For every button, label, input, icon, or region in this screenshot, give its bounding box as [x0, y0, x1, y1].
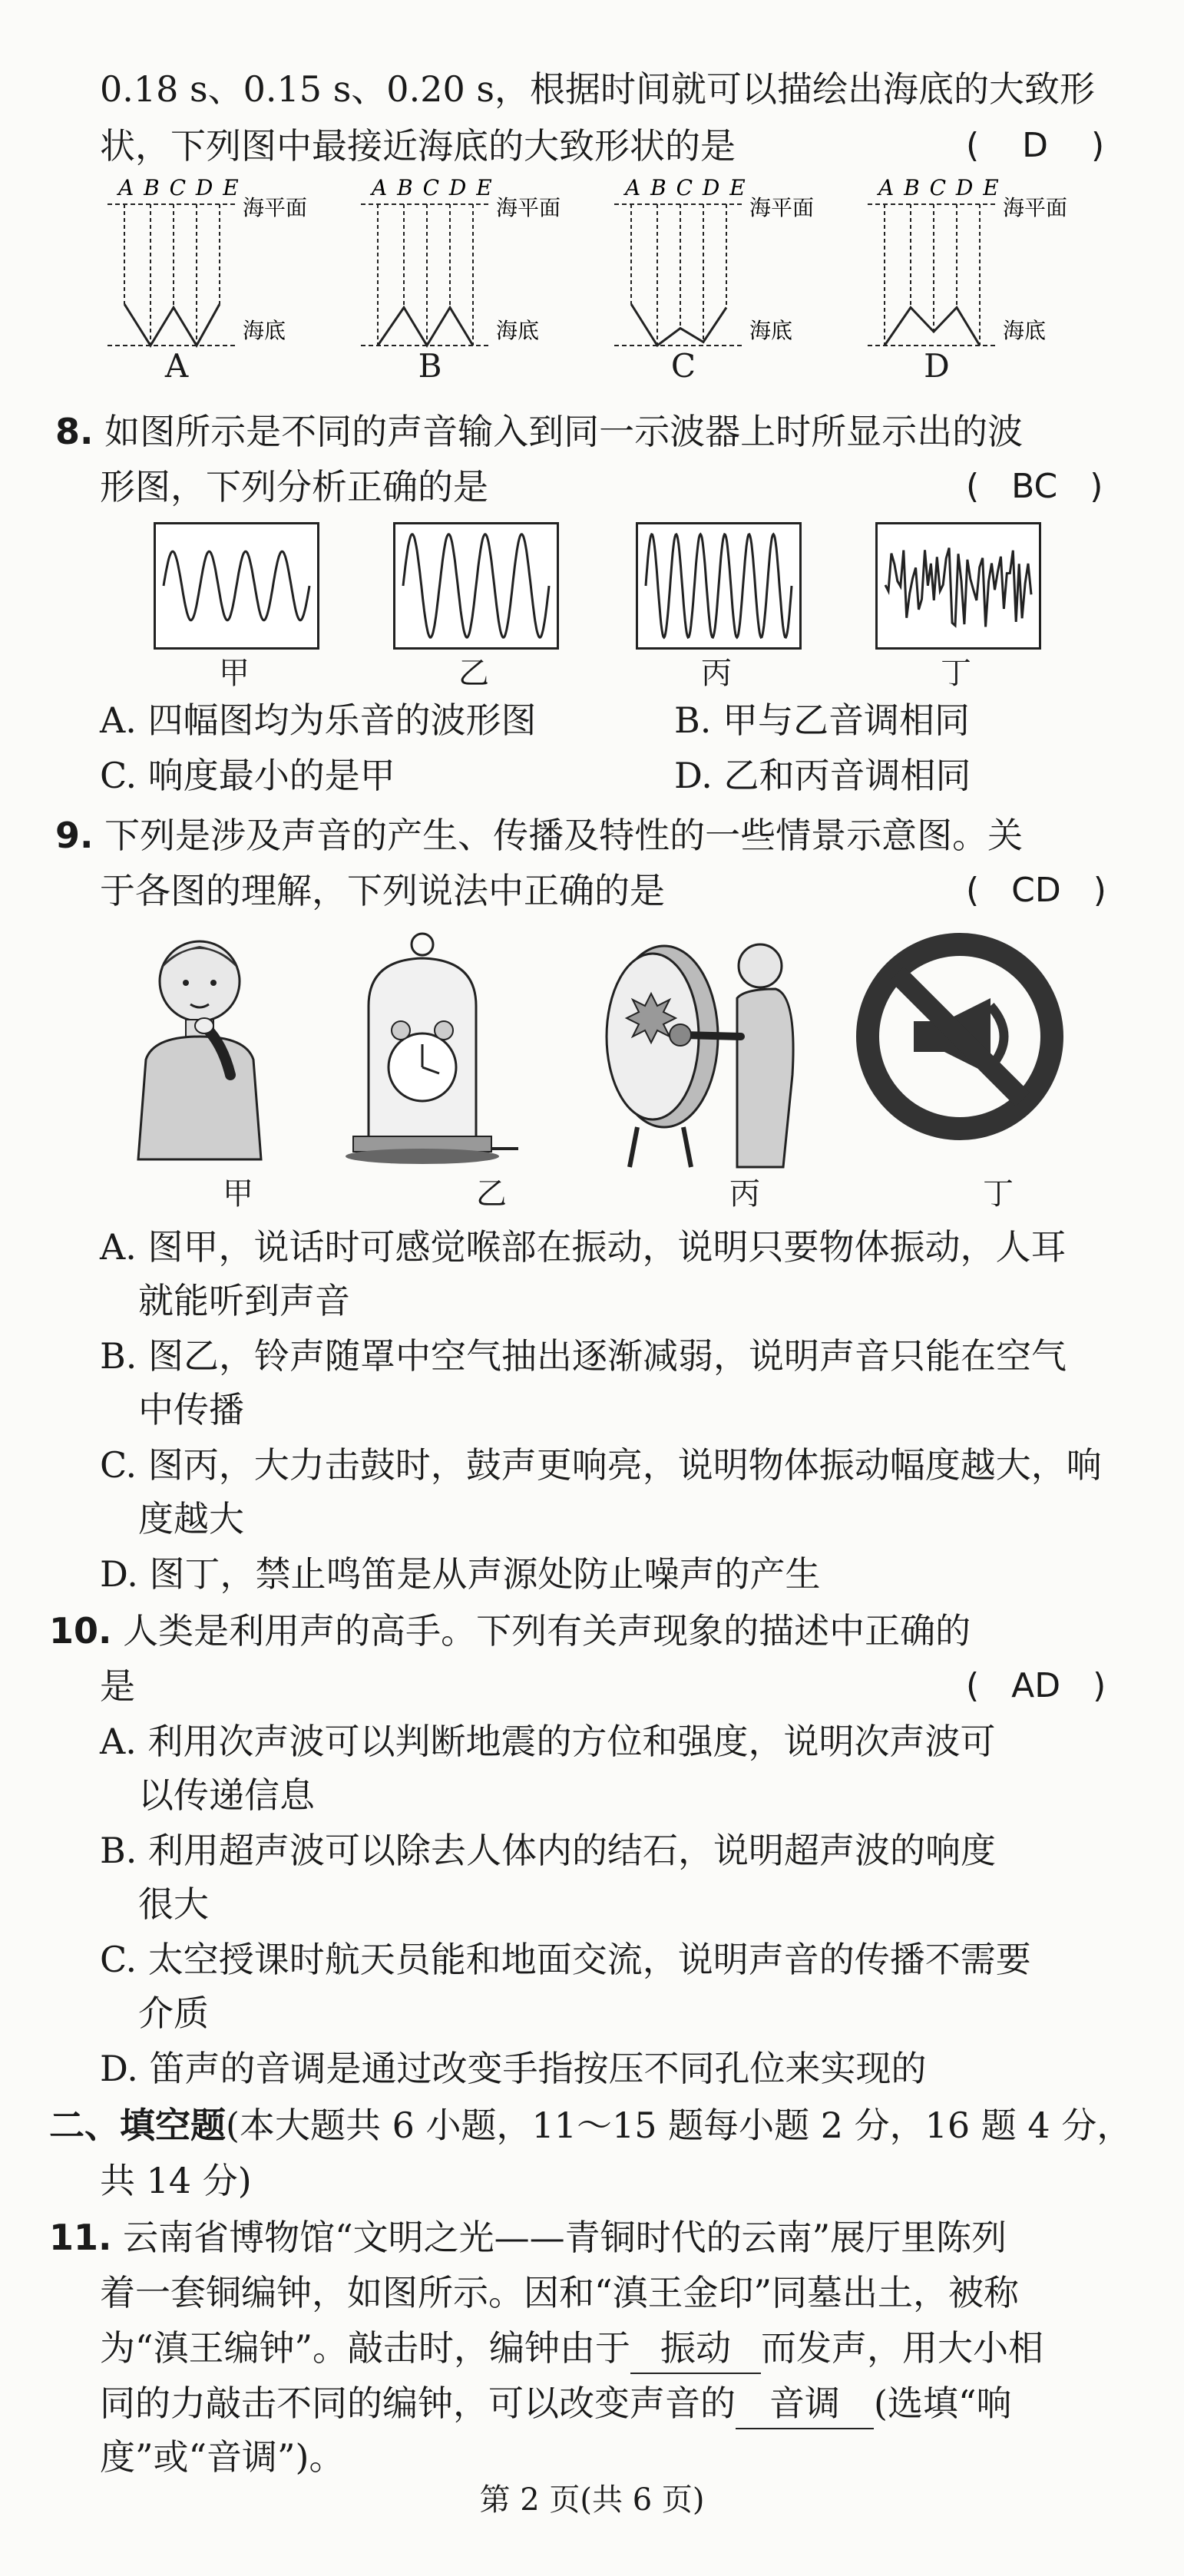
section2-heading	[49, 2101, 1132, 2150]
q9-option-b2: 中传播	[138, 1389, 244, 1430]
q8-line2: 形图，下列分析正确的是	[100, 466, 488, 508]
q9-answer: CD	[1011, 871, 1061, 910]
q9-caption-jia: 甲	[223, 1176, 253, 1212]
q9-caption-yi: 乙	[476, 1176, 507, 1212]
seafloor-figure	[868, 177, 1121, 385]
oscilloscope-waveform	[875, 522, 1041, 650]
oscilloscope-waveform	[154, 522, 319, 650]
q10-option-b1: B. 利用超声波可以除去人体内的结石，说明超声波的响度	[100, 1830, 997, 1871]
q9-line1	[55, 811, 1023, 860]
point-labels: A B C D E	[372, 177, 494, 200]
q7-answer-bracket	[966, 121, 1104, 170]
waveform-caption: 乙	[458, 656, 489, 691]
waveform-line	[164, 551, 309, 620]
q11-line1	[49, 2213, 1007, 2262]
open-paren: (	[966, 871, 980, 910]
point-labels: A B C D E	[625, 177, 747, 200]
q11-blank1: 振动	[630, 2323, 761, 2374]
q10-answer-bracket	[966, 1662, 1106, 1711]
q9-line2: 于各图的理解，下列说法中正确的是	[100, 870, 665, 911]
waveform-caption: 甲	[219, 656, 250, 691]
waveform-caption: 丁	[941, 656, 971, 691]
q8-answer: BC	[1011, 467, 1058, 506]
q8-line1	[55, 407, 1023, 456]
section2-note2: 共 14 分)	[100, 2160, 252, 2201]
close-paren: )	[1093, 1666, 1106, 1705]
q11-line4-start: 同的力敲击不同的编钟，可以改变声音的	[100, 2383, 736, 2424]
q8-option-a: A. 四幅图均为乐音的波形图	[100, 699, 537, 741]
seafloor-profile	[885, 308, 980, 346]
q7-line1: 0.18 s、0.15 s、0.20 s，根据时间就可以描绘出海底的大致形	[100, 68, 1095, 110]
sea-surface-label: 海平面	[243, 195, 308, 220]
figure-caption: B	[418, 347, 442, 385]
figure-caption: A	[164, 347, 189, 385]
q11-number: 11.	[49, 2217, 112, 2258]
waveform-line	[403, 534, 549, 637]
waveform-line	[885, 548, 1031, 627]
figure-caption: D	[924, 347, 950, 385]
q8-number: 8.	[55, 411, 94, 452]
seafloor-figure	[361, 177, 614, 385]
waveform-caption: 丙	[701, 656, 732, 691]
q10-line1	[49, 1606, 971, 1655]
q10-answer: AD	[1011, 1666, 1061, 1705]
q9-option-b1: B. 图乙，铃声随罩中空气抽出逐渐减弱，说明声音只能在空气	[100, 1335, 1067, 1377]
q7-answer: D	[1022, 126, 1049, 165]
q9-option-a2: 就能听到声音	[138, 1280, 350, 1321]
q11-line5: 度”或“音调”)。	[100, 2436, 345, 2478]
q11-line4	[100, 2379, 1011, 2429]
sea-floor-label: 海底	[243, 318, 286, 343]
q9-stem1: 下列是涉及声音的产生、传播及特性的一些情景示意图。关	[104, 815, 1024, 856]
open-paren: (	[966, 126, 980, 165]
waveform-graphic	[395, 524, 557, 647]
boy-speaking-illustration	[138, 941, 261, 1159]
q11-line4-end: (选填“响	[874, 2383, 1012, 2424]
q10-option-c1: C. 太空授课时航天员能和地面交流，说明声音的传播不需要	[100, 1939, 1031, 1980]
q9-option-c1: C. 图丙，大力击鼓时，鼓声更响亮，说明物体振动幅度越大，响	[100, 1444, 1102, 1486]
q11-line3-end: 而发声，用大小相	[761, 2327, 1044, 2369]
no-honking-sign-icon	[868, 944, 1052, 1129]
seafloor-diagram	[868, 177, 1121, 353]
q9-answer-bracket	[966, 866, 1106, 915]
sea-surface-label: 海平面	[1003, 195, 1068, 220]
sea-surface-label: 海平面	[496, 195, 561, 220]
waveform-graphic	[156, 524, 317, 647]
point-labels: A B C D E	[878, 177, 1000, 200]
q9-caption-ding: 丁	[983, 1176, 1014, 1212]
oscilloscope-waveform	[636, 522, 802, 650]
waveform-graphic	[638, 524, 799, 647]
q10-option-a2: 以传递信息	[138, 1774, 315, 1816]
drum-beating-illustration	[607, 944, 793, 1167]
q11-line3	[100, 2323, 1043, 2374]
q10-number: 10.	[49, 1610, 112, 1652]
sea-floor-label: 海底	[496, 318, 540, 343]
seafloor-diagram	[107, 177, 361, 353]
q9-pictures	[115, 921, 1067, 1175]
point-labels: A B C D E	[118, 177, 240, 200]
section2-note1: (本大题共 6 小题，11～15 题每小题 2 分，16 题 4 分，	[226, 2105, 1133, 2146]
waveform-graphic	[878, 524, 1039, 647]
q9-option-d1: D. 图丁，禁止鸣笛是从声源处防止噪声的产生	[100, 1553, 821, 1595]
seafloor-profile	[631, 304, 726, 346]
q8-option-b: B. 甲与乙音调相同	[674, 699, 971, 741]
q11-line2: 着一套铜编钟，如图所示。因和“滇王金印”同墓出土，被称	[100, 2272, 1020, 2313]
q8-option-c: C. 响度最小的是甲	[100, 755, 395, 796]
waveform-line	[646, 534, 792, 637]
close-paren: )	[1093, 871, 1106, 910]
q9-option-c2: 度越大	[138, 1498, 244, 1539]
q10-line2: 是	[100, 1665, 135, 1707]
q11-stem1: 云南省博物馆“文明之光——青铜时代的云南”展厅里陈列	[123, 2217, 1007, 2258]
bell-jar-clock-illustration	[346, 934, 518, 1164]
q10-option-d1: D. 笛声的音调是通过改变手指按压不同孔位来实现的	[100, 2048, 927, 2089]
seafloor-figure	[107, 177, 361, 385]
page-footer: 第 2 页(共 6 页)	[479, 2482, 705, 2518]
q8-stem1: 如图所示是不同的声音输入到同一示波器上时所显示出的波	[104, 411, 1024, 452]
q8-answer-bracket	[966, 462, 1103, 511]
q10-option-c2: 介质	[138, 1992, 209, 2034]
q11-line3-start: 为“滇王编钟”。敲击时，编钟由于	[100, 2327, 631, 2369]
close-paren: )	[1090, 126, 1105, 165]
q11-blank2: 音调	[736, 2379, 874, 2429]
q9-option-a1: A. 图甲，说话时可感觉喉部在振动，说明只要物体振动，人耳	[100, 1226, 1067, 1268]
open-paren: (	[966, 1666, 980, 1705]
q10-stem1: 人类是利用声的高手。下列有关声现象的描述中正确的	[123, 1610, 971, 1652]
sea-surface-label: 海平面	[749, 195, 815, 220]
seafloor-figure	[614, 177, 868, 385]
q10-option-a1: A. 利用次声波可以判断地震的方位和强度，说明次声波可	[100, 1721, 996, 1762]
q8-option-d: D. 乙和丙音调相同	[674, 755, 971, 796]
q10-option-b2: 很大	[138, 1883, 209, 1925]
q9-number: 9.	[55, 815, 94, 856]
open-paren: (	[966, 467, 980, 506]
figure-caption: C	[670, 347, 696, 385]
sea-floor-label: 海底	[749, 318, 793, 343]
seafloor-diagram	[361, 177, 614, 353]
sea-floor-label: 海底	[1003, 318, 1047, 343]
section2-title: 二、填空题	[49, 2105, 226, 2146]
q7-line2: 状，下列图中最接近海底的大致形状的是	[100, 125, 736, 167]
seafloor-profile	[378, 308, 473, 346]
q9-caption-bing: 丙	[729, 1176, 760, 1212]
oscilloscope-waveform	[393, 522, 559, 650]
seafloor-profile	[124, 304, 220, 346]
seafloor-diagram	[614, 177, 868, 353]
close-paren: )	[1090, 467, 1103, 506]
